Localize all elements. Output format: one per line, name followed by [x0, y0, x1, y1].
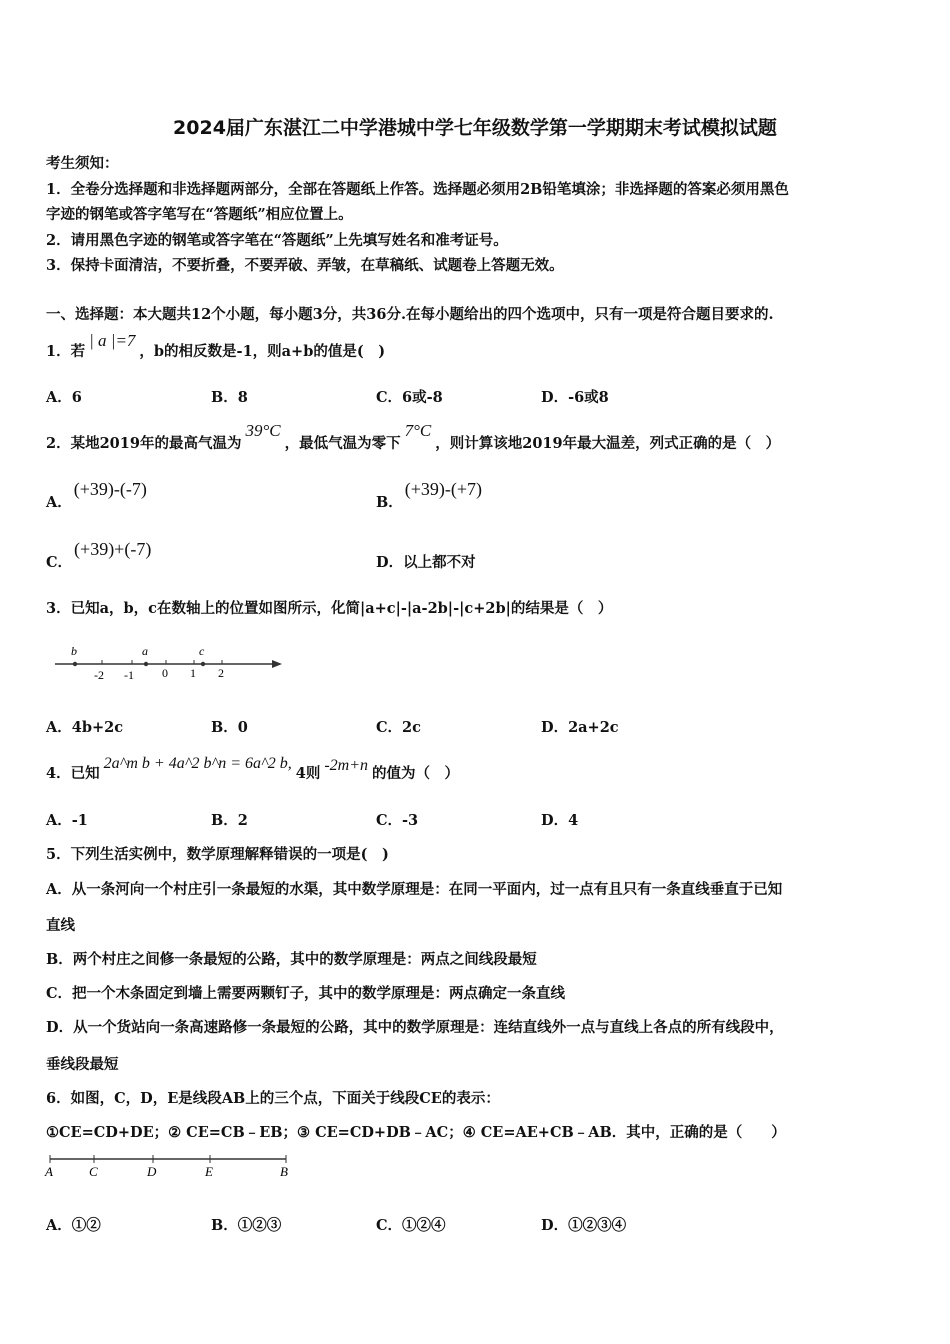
- q4-expression: -2m+n: [324, 757, 369, 774]
- q3-option-d[interactable]: D．2a+2c: [541, 719, 619, 736]
- point-label-a: a: [142, 644, 148, 658]
- q5-option-d[interactable]: D．从一个货站向一条高速路修一条最短的公路，其中的数学原理是：连结直线外一点与直线上各点的所有线段中，: [46, 1019, 784, 1036]
- q5-option-b[interactable]: B．两个村庄之间修一条最短的公路，其中的数学原理是：两点之间线段最短: [46, 951, 537, 968]
- q1-option-b[interactable]: B．8: [211, 389, 248, 406]
- q1-pre: 1．若: [46, 343, 86, 360]
- q3-option-a[interactable]: A．4b+2c: [46, 719, 124, 736]
- segment-label-c: C: [89, 1164, 98, 1179]
- page-title: 2024届广东湛江二中学港城中学七年级数学第一学期期末考试模拟试题: [173, 117, 777, 139]
- section-heading: 一、选择题：本大题共12个小题，每小题3分，共36分.在每小题给出的四个选项中，只有一项是符合题目要求的.: [46, 306, 774, 323]
- q6-option-b[interactable]: B．①②③: [211, 1217, 282, 1234]
- q3-option-b[interactable]: B．0: [211, 719, 248, 736]
- question-4: [46, 755, 460, 783]
- q4-pre: 4．已知: [46, 765, 100, 782]
- q5-option-a-cont: 直线: [46, 917, 75, 934]
- segment-label-a: A: [45, 1164, 53, 1179]
- segment-label-e: E: [205, 1164, 213, 1179]
- q2-mid: ，最低气温为零下: [284, 435, 401, 452]
- q5-option-d-cont: 垂线段最短: [46, 1056, 119, 1073]
- q4-mid: 4则: [295, 765, 321, 782]
- q2-option-c[interactable]: [46, 539, 152, 572]
- q1-option-c[interactable]: C．6或-8: [376, 389, 443, 406]
- q1-math: | a |=7: [89, 331, 136, 350]
- notice-line-2: 2．请用黑色字迹的钢笔或答字笔在“答题纸”上先填写姓名和准考证号。: [46, 232, 508, 249]
- q4-option-a[interactable]: A．-1: [46, 812, 88, 829]
- q2-option-a[interactable]: [46, 479, 147, 512]
- q2-option-b-math: (+39)-(+7): [404, 479, 483, 499]
- segment-label-b: B: [280, 1164, 288, 1179]
- notice-line-3: 3．保持卡面清洁，不要折叠，不要弄破、弄皱，在草稿纸、试题卷上答题无效。: [46, 257, 564, 274]
- q2-temp-low: 7°C: [404, 421, 432, 440]
- question-2: [46, 421, 781, 453]
- tick-label-neg2: -2: [94, 668, 104, 682]
- question-3: 3．已知a，b，c在数轴上的位置如图所示，化简|a+c|-|a-2b|-|c+2b|的结果是（ ）: [46, 600, 613, 617]
- q4-equation: 2a^m b + 4a^2 b^n = 6a^2 b,: [103, 755, 292, 772]
- q1-option-d[interactable]: D．-6或8: [541, 389, 609, 406]
- tick-label-2: 2: [218, 666, 224, 680]
- q1-option-a[interactable]: A．6: [46, 389, 82, 406]
- segment-figure: [44, 1150, 294, 1182]
- question-5: 5．下列生活实例中，数学原理解释错误的一项是( ): [46, 846, 389, 863]
- q5-option-a[interactable]: A．从一条河向一个村庄引一条最短的水渠，其中数学原理是：在同一平面内，过一点有且只有一条直线垂直于已知: [46, 881, 783, 898]
- q5-option-c[interactable]: C．把一个木条固定到墙上需要两颗钉子，其中的数学原理是：两点确定一条直线: [46, 985, 566, 1002]
- question-6: 6．如图，C，D，E是线段AB上的三个点，下面关于线段CE的表示：: [46, 1090, 500, 1107]
- q2-option-d[interactable]: D．以上都不对: [376, 554, 476, 571]
- point-label-b: b: [71, 644, 77, 658]
- number-line-figure: [50, 640, 290, 685]
- q4-post: 的值为（ ）: [372, 765, 460, 782]
- tick-label-0: 0: [162, 666, 168, 680]
- q4-option-d[interactable]: D．4: [541, 812, 579, 829]
- q2-option-a-label: A．: [46, 494, 72, 511]
- notice-heading: 考生须知：: [46, 155, 119, 172]
- q2-option-a-math: (+39)-(-7): [73, 479, 147, 499]
- q2-pre: 2．某地2019年的最高气温为: [46, 435, 242, 452]
- point-label-c: c: [199, 644, 205, 658]
- q2-option-c-label: C．: [46, 554, 73, 571]
- q6-statements: ①CE=CD+DE；② CE=CB﹣EB；③ CE=CD+DB﹣AC；④ CE=AE+CB﹣AB．其中，正确的是（ ）: [46, 1124, 786, 1141]
- q2-option-b-label: B．: [376, 494, 403, 511]
- q1-post: ，b的相反数是-1，则a+b的值是( ): [139, 343, 386, 360]
- q4-option-c[interactable]: C．-3: [376, 812, 419, 829]
- q6-option-c[interactable]: C．①②④: [376, 1217, 446, 1234]
- q6-option-d[interactable]: D．①②③④: [541, 1217, 627, 1234]
- q3-option-c[interactable]: C．2c: [376, 719, 421, 736]
- q6-option-a[interactable]: A．①②: [46, 1217, 101, 1234]
- q2-temp-high: 39°C: [245, 421, 281, 440]
- tick-label-neg1: -1: [124, 668, 134, 682]
- tick-label-1: 1: [190, 666, 196, 680]
- q2-option-b[interactable]: [376, 479, 483, 512]
- segment-label-d: D: [147, 1164, 157, 1179]
- q4-option-b[interactable]: B．2: [211, 812, 248, 829]
- question-1: [46, 331, 386, 361]
- q2-post: ，则计算该地2019年最大温差，列式正确的是（ ）: [435, 435, 781, 452]
- notice-line-1b: 字迹的钢笔或答字笔写在“答题纸”相应位置上。: [46, 206, 353, 223]
- notice-line-1a: 1．全卷分选择题和非选择题两部分，全部在答题纸上作答。选择题必须用2B铅笔填涂；非选择题的答案必须用黑色: [46, 181, 789, 198]
- q2-option-c-math: (+39)+(-7): [74, 539, 152, 559]
